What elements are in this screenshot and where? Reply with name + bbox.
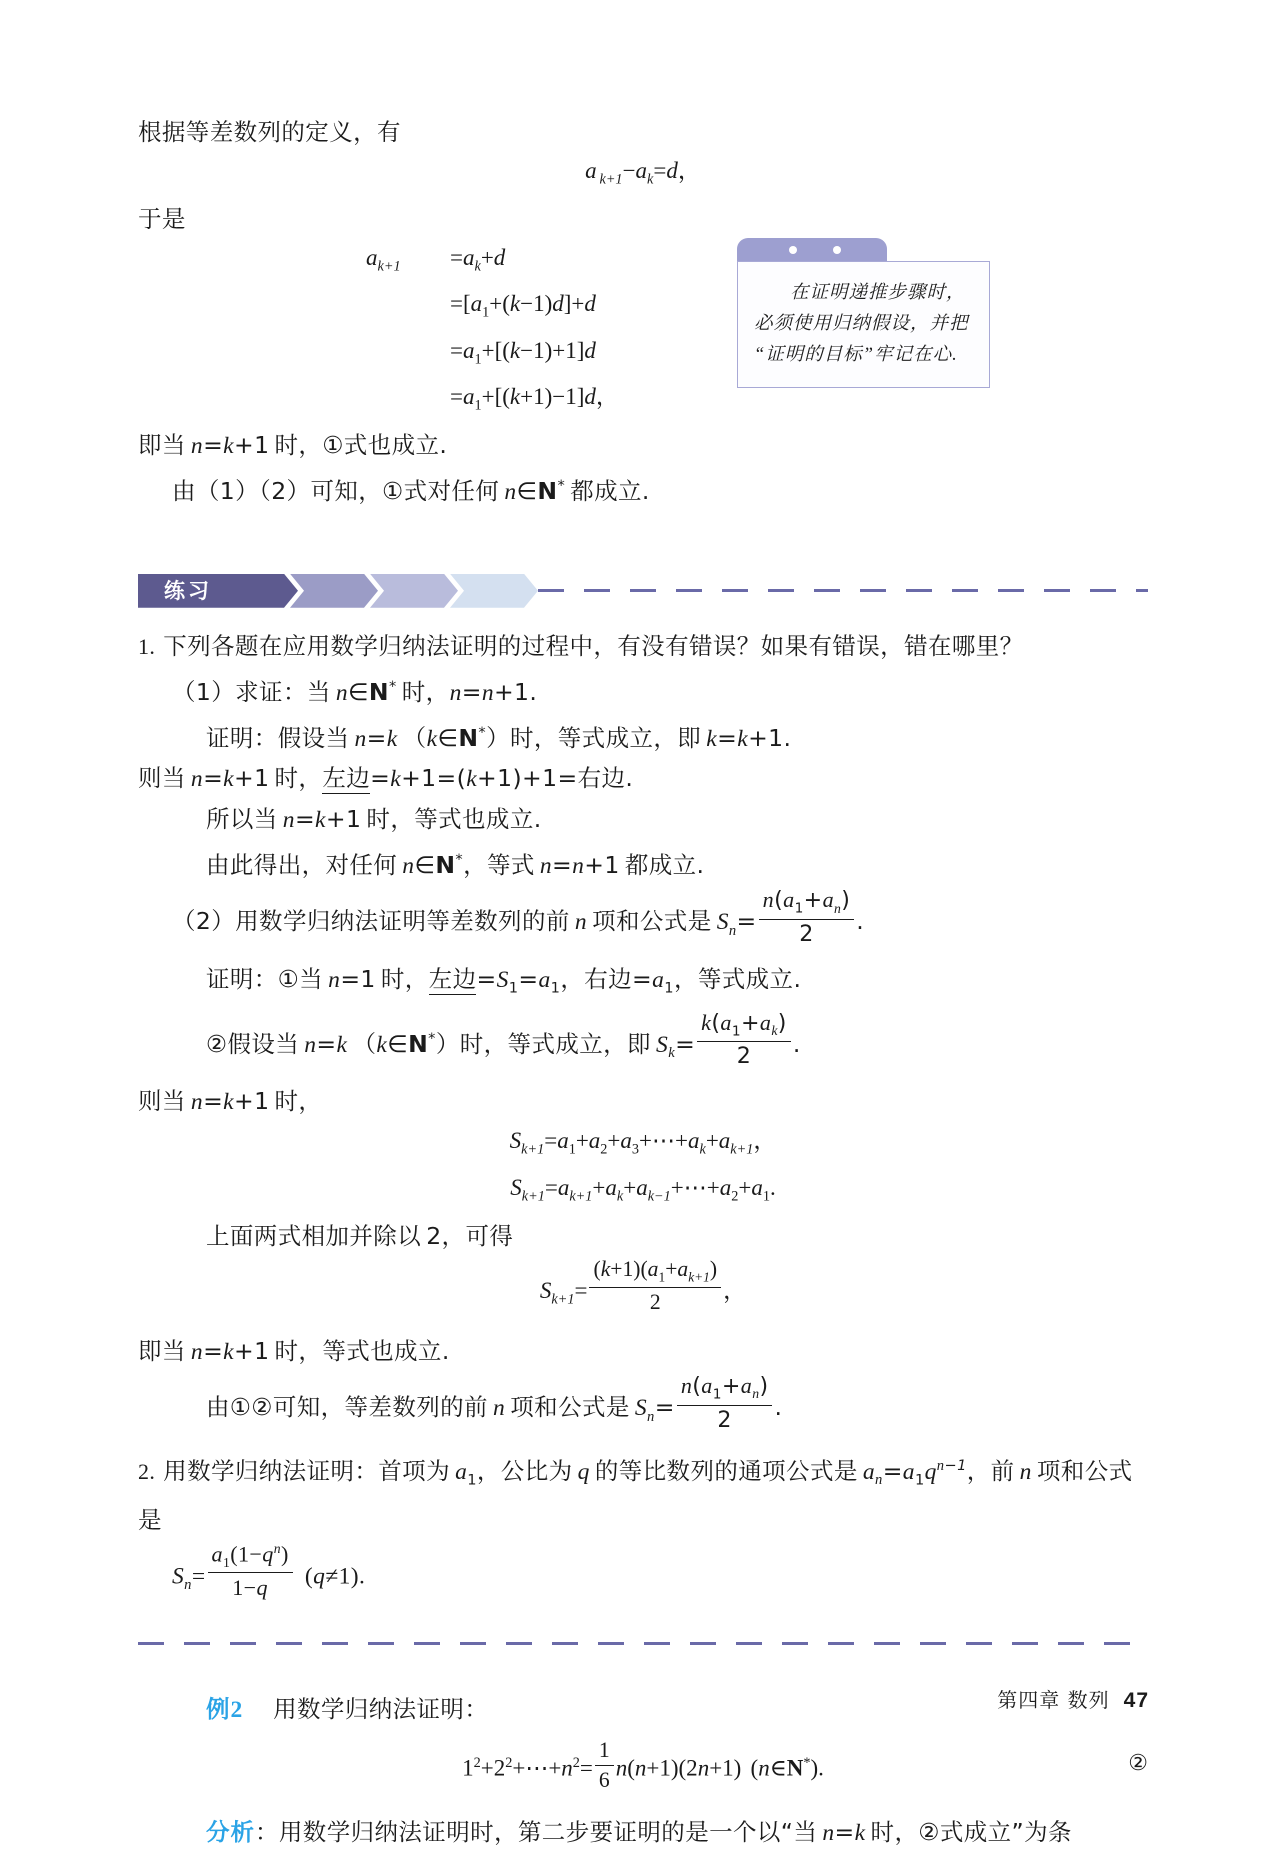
- exercise-1-part-2-line-6: 即当 n=k+1 时，等式也成立.: [138, 1337, 450, 1366]
- section-separator-rule: [138, 1642, 1148, 1645]
- exercise-1-part-2-eq-1: $S_{k+1}=a_1+a_2+a_3+\cdots+a_k+a_{k+1}$，: [509, 1128, 777, 1159]
- callout-line-2: 必须使用归纳假设，并把: [754, 314, 969, 334]
- example-equation-number: ②: [1128, 1750, 1148, 1776]
- callout-line-3: “证明的目标”牢记在心.: [754, 345, 958, 365]
- banner-chevron-3: [370, 574, 458, 608]
- exercise-1-part-1-line-1: （1）求证：当 n∈N* 时，n=n+1.: [172, 677, 538, 706]
- proof-thus-line: 于是: [138, 204, 186, 233]
- exercise-1-part-2-line-7: 由①②可知，等差数列的前 n 项和公式是 $S_n=$ $\frac{n(a_1+a_n)}{2}$ .: [206, 1373, 783, 1433]
- proof-step-rhs: $=[a_1+(k-1)d]+d$: [450, 291, 596, 321]
- practice-label: 练习: [164, 578, 212, 603]
- example-title: 用数学归纳法证明：: [273, 1695, 489, 1724]
- exercise-1-part-2-eq-3: $S_{k+1}=$ $\frac{(k+1)(a_1+a_{k+1})}{2}$ ，: [539, 1256, 747, 1314]
- exercise-1-part-1-line-2: 证明：假设当 n=k （k∈N*）时，等式成立，即 k=k+1.: [206, 723, 792, 752]
- exercise-1-part-2-line-4: 则当 n=k+1 时，: [138, 1087, 323, 1116]
- banner-dashed-rule: [538, 589, 1148, 592]
- proof-step-rhs: $=a_1+[(k+1)-1]d$，: [450, 384, 619, 414]
- equation-ak1-minus-ak: a $_{k+1}-a_k=d$，: [585, 158, 701, 188]
- proof-step-lhs: $a_{k+1}$: [366, 244, 401, 275]
- exercise-2-number: 2.: [138, 1458, 156, 1484]
- exercise-2-stem: 2. 用数学归纳法证明：首项为 $a_1$，公比为 q 的等比数列的通项公式是 $a_n=a_1q^{n-1}$，前 n 项和公式是: [138, 1456, 1133, 1535]
- banner-chevron-4: [450, 574, 538, 608]
- proof-intro-line: 根据等差数列的定义，有: [138, 118, 401, 146]
- exercise-1-number: 1.: [138, 633, 156, 659]
- proof-final-line: 由（1）（2）可知，①式对任何 n∈N* 都成立.: [172, 476, 650, 505]
- footer-chapter: 第四章 数列: [997, 1688, 1110, 1712]
- example-tag-number: 2: [230, 1697, 244, 1724]
- exercise-1-part-2-line-5: 上面两式相加并除以 2，可得: [206, 1221, 514, 1250]
- example-2-analysis: [138, 1812, 1148, 1853]
- proof-step-lhs: [366, 332, 450, 379]
- footer-page-number: 47: [1123, 1689, 1149, 1712]
- banner-chevron-1: [138, 574, 298, 608]
- page-content: [138, 112, 1148, 1853]
- exercise-1-stem: [138, 626, 1148, 667]
- practice-section-banner: [138, 574, 1148, 608]
- proof-step-3: [366, 332, 1148, 379]
- exercise-1-part-1-line-5: 由此得出，对任何 n∈N*，等式 n=n+1 都成立.: [206, 851, 705, 880]
- example-tag-label: 例: [206, 1696, 231, 1723]
- exercise-1-part-1-line-3: 则当 n=k+1 时，左边=k+1=(k+1)+1=右边.: [138, 764, 634, 793]
- proof-derivation: [366, 239, 1148, 425]
- exercise-1-part-2-line-1: （2）用数学归纳法证明等差数列的前 n 项和公式是 $S_n=$ $\frac{n(a_1+a_n)}{2}$ .: [172, 887, 865, 947]
- exercise-1-part-2-line-2: 证明：①当 n=1 时，左边$=S_1=a_1$，右边$=a_1$，等式成立.: [206, 965, 802, 997]
- proof-conclusion-line: 即当 n=k+1 时，①式也成立.: [138, 430, 448, 459]
- exercise-1-part-2-line-3: ②假设当 n=k （k∈N*）时，等式成立，即 $S_k=$ $\frac{k(a_1+a_k)}{2}$ .: [206, 1009, 801, 1070]
- exercise-1-stem-text: 下列各题在应用数学归纳法证明的过程中，有没有错误？如果有错误，错在哪里？: [163, 631, 1024, 660]
- analysis-label: 分析: [206, 1819, 255, 1846]
- proof-step-1: [366, 239, 1148, 286]
- proof-step-2: [366, 285, 1148, 332]
- exercise-1-part-2-eq-2: $S_{k+1}=a_{k+1}+a_k+a_{k-1}+\cdots+a_2+a_1$.: [510, 1175, 776, 1205]
- exercise-2-equation: $S_n=$ $\frac{a_1(1-q^n)}{1-q}$ (q≠1).: [172, 1541, 366, 1601]
- proof-step-4: [366, 378, 1148, 425]
- proof-step-rhs: $=a_1+[(k-1)+1]d$: [450, 337, 596, 368]
- example-2-equation: $1^2+2^2+\cdots+n^2=$ $\frac{1}{6}$ n(n+1)(2n+1) (n∈N*). ②: [138, 1730, 1148, 1802]
- analysis-text: ：用数学归纳法证明时，第二步要证明的是一个以“当 n=k 时，②式成立”为条: [255, 1818, 1072, 1847]
- page-footer: [997, 1684, 1149, 1713]
- proof-step-rhs: $=a_k+d$: [450, 244, 506, 275]
- exercise-1-part-1-line-4: 所以当 n=k+1 时，等式也成立.: [206, 805, 542, 834]
- proof-step-lhs: [366, 378, 450, 425]
- proof-step-lhs: [366, 285, 450, 332]
- banner-chevron-2: [290, 574, 378, 608]
- callout-line-1: 在证明递推步骤时，: [790, 283, 966, 303]
